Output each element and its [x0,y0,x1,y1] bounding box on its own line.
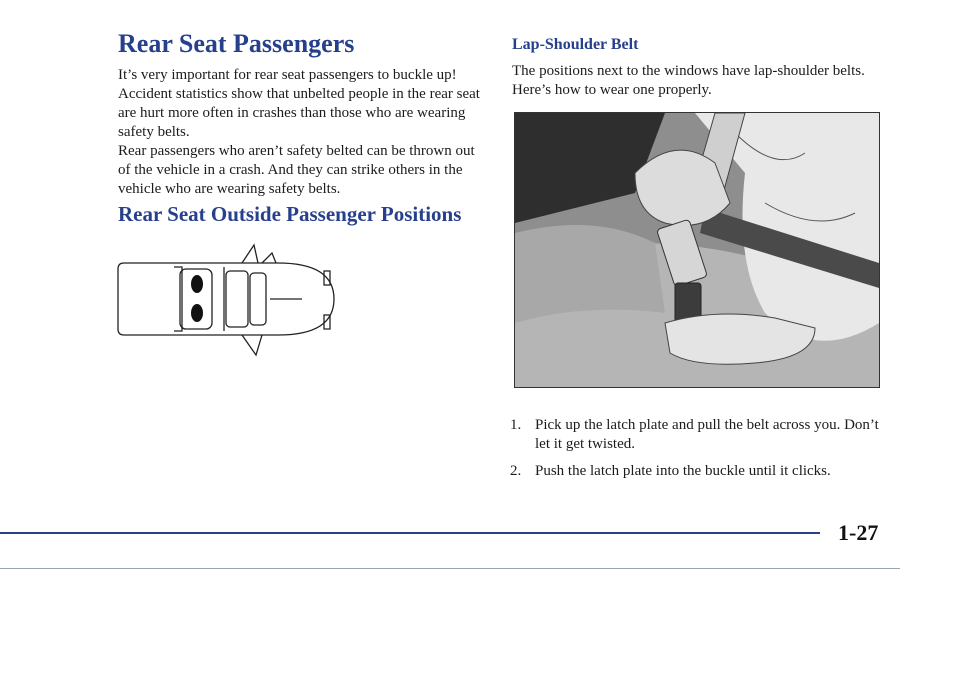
step-number: 1. [510,417,522,433]
warning-paragraph: Rear passengers who aren’t safety belted can be thrown out of the vehicle in a crash. And they can strike others in the vehicle who are wearing safety belts. [118,143,475,197]
seat-belt-illustration [514,112,880,388]
section-heading: Rear Seat Outside Passenger Positions [118,202,462,226]
belt-heading: Lap-Shoulder Belt [512,36,639,53]
step-number: 2. [510,463,522,479]
intro-paragraph: It’s very important for rear seat passengers to buckle up! Accident statistics show that unbelted people in the rear seat are hurt more often in crashes than those who are wearing safety belts. [118,67,480,140]
page-number: 1-27 [838,520,879,545]
page-title: Rear Seat Passengers [118,29,355,58]
step-text: Pick up the latch plate and pull the belt across you. Don’t let it get twisted. [535,417,879,452]
footer-rule [0,532,820,534]
step-2 [510,462,890,482]
step-text: Push the latch plate into the buckle until it clicks. [535,463,831,479]
vehicle-seating-diagram [112,241,344,359]
footer-rule-thin [0,568,900,569]
belt-paragraph: The positions next to the windows have lap-shoulder belts. Here’s how to wear one properly. [512,63,865,98]
step-1 [510,416,890,456]
